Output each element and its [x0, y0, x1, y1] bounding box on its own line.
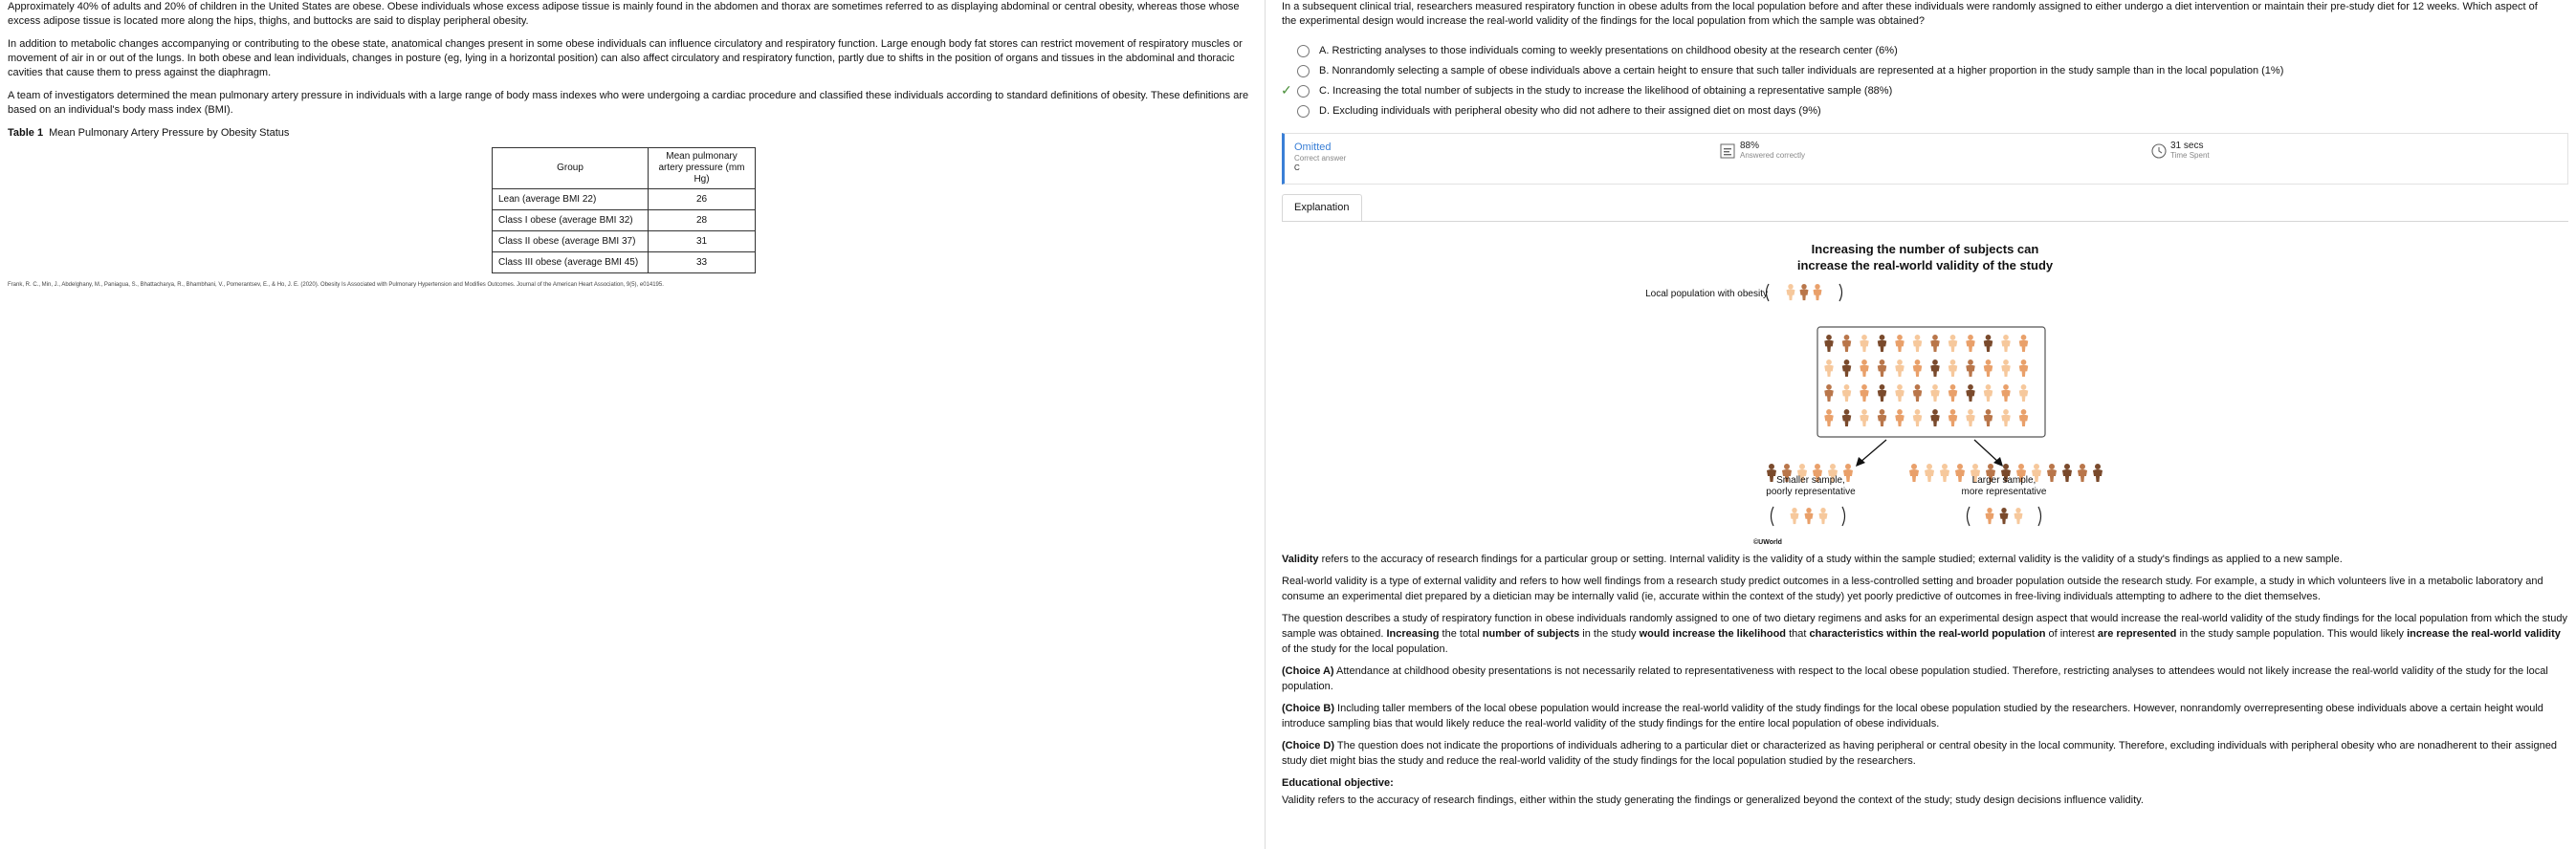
person-icon — [1805, 508, 1814, 524]
radio-button[interactable] — [1297, 65, 1310, 77]
population-diagram — [1282, 222, 2568, 552]
population-label: Local population with obesity — [1645, 289, 1768, 299]
correct-answer-value: C — [1294, 163, 1300, 172]
table-header-row — [493, 148, 756, 189]
radio-button[interactable] — [1297, 85, 1310, 98]
figure-title-line: Increasing the number of subjects can — [1811, 242, 2039, 256]
paragraph-text: Attendance at childhood obesity presentations is not necessarily related to representativeness with respect to the local obese population studied. Therefore, restricting analyses to attendees would not likely increase the real-world validity of the study for the local population. — [1282, 665, 2548, 692]
label-line: Smaller sample, — [1776, 475, 1845, 486]
bold-term: number of subjects — [1482, 628, 1580, 640]
table-cell: Class I obese (average BMI 32) — [493, 210, 649, 231]
question-text: In a subsequent clinical trial, researchers measured respiratory function in obese adults from the local population before and after these individuals were randomly assigned to either undergo a diet intervention or maintain their pre-study diet for 12 weeks. Which aspect of the experimental design would increase the real-world validity of the findings for the local population from which the sample was obtained? — [1282, 1, 2538, 27]
answer-options — [1281, 41, 2568, 121]
objective-heading: Educational objective: — [1282, 777, 1394, 789]
status-text: Omitted — [1294, 142, 1332, 153]
arrow-icon — [1974, 440, 1999, 463]
figure-title-line: increase the real-world validity of the study — [1796, 258, 2054, 272]
table-cell: 31 — [649, 231, 756, 252]
person-icon — [1925, 464, 1934, 482]
table-header-cell: Group — [493, 148, 649, 189]
paragraph-text: in the study — [1579, 628, 1640, 640]
status-block — [1294, 142, 1346, 173]
paragraph-text: of interest — [2045, 628, 2098, 640]
option-letter: C. — [1319, 85, 1330, 97]
choice-d-explanation — [1282, 738, 2568, 769]
clock-icon — [2151, 143, 2167, 159]
checkmark-icon: ✓ — [1281, 82, 1292, 98]
person-icon — [1791, 508, 1799, 524]
label-line: Larger sample, — [1971, 475, 2037, 486]
citation: Frank, R. C., Min, J., Abdelghany, M., Paniagua, S., Bhattacharya, R., Bhambhani, V., Pomerantsev, E., & Ho, J. E. (2020). Obesity Is Associated with Pulmonary Hypertension and Modifies Outcomes. Journal of the American Heart Association, 9(5), e014195. — [8, 282, 664, 288]
option-percent: (1%) — [2261, 65, 2284, 76]
tab-explanation[interactable]: Explanation — [1282, 194, 1362, 221]
option-text: Excluding individuals with peripheral obesity who did not adhere to their assigned diet on most days — [1332, 105, 1796, 117]
paragraph-text: the total — [1439, 628, 1483, 640]
bold-term: Increasing — [1386, 628, 1440, 640]
bracket-icon — [1968, 507, 1971, 526]
stem-paragraph: Approximately 40% of adults and 20% of children in the United States are obese. Obese individuals whose excess adipose tissue is mainly found in the abdomen and thorax are sometimes referred to as displaying abdominal or central obesity, whereas those whose excess adipose tissue is located more along the hips, thighs, and buttocks are said to display peripheral obesity. — [8, 1, 1240, 27]
person-icon — [1800, 284, 1809, 300]
paragraph-text: in the study sample population. This would likely — [2176, 628, 2408, 640]
bracket-icon — [1839, 284, 1842, 301]
label-line: more representative — [1961, 487, 2047, 497]
percent-label: Answered correctly — [1740, 151, 1806, 160]
answer-summary-bar — [1282, 133, 2568, 185]
arrow-icon — [1860, 440, 1886, 463]
stem-paragraph: In addition to metabolic changes accompanying or contributing to the obese state, anatomical changes present in some obese individuals can influence circulatory and respiratory function. Large enough body fat stores can restrict movement of respiratory muscles or movement of air in or out of the lungs. In both obese and lean individuals, changes in posture (eg, lying in a horizontal position) can also affect circulatory and respiratory function, partly due to shifts in the position of organs and tissues in the abdominal and thoracic cavities that cause them to press against the diaphragm. — [8, 38, 1243, 78]
time-block — [2170, 142, 2210, 161]
table-cell: 26 — [649, 189, 756, 210]
option-text: Increasing the total number of subjects in the study to increase the likelihood of obtaining a representative sample — [1332, 85, 1861, 97]
choice-label: (Choice B) — [1282, 703, 1334, 714]
table-row — [493, 210, 756, 231]
explanation-paragraph — [1282, 552, 2568, 567]
bold-term: increase the real-world validity — [2407, 628, 2561, 640]
table-cell: Lean (average BMI 22) — [493, 189, 649, 210]
percent-block — [1740, 142, 1805, 161]
option-letter: D. — [1319, 105, 1330, 117]
paragraph-text: Including taller members of the local obese population would increase the real-world validity of the study findings for the local obese population studied by the researchers. However, nonrandomly overrepresenting obese individuals above a certain height would introduce sampling bias that would likely reduce the real-world validity of the study findings for the entire local population of obese individuals. — [1282, 703, 2543, 729]
person-icon — [2078, 464, 2087, 482]
option-letter: B. — [1319, 65, 1330, 76]
table-row — [493, 252, 756, 273]
choice-label: (Choice D) — [1282, 740, 1334, 751]
time-spent: 31 secs — [2170, 141, 2204, 151]
question-stem-pane — [0, 0, 1263, 849]
bold-term: would increase the likelihood — [1639, 628, 1787, 640]
bar-chart-icon — [1720, 143, 1735, 159]
objective-text: Validity refers to the accuracy of research findings, either within the study generating the findings or generalized beyond the context of the study; study design decisions influence validity. — [1282, 795, 2144, 806]
stem-paragraph: A team of investigators determined the mean pulmonary artery pressure in individuals with a large range of body mass indexes who were undergoing a cardiac procedure and classified these individuals according to standard definitions of obesity. These definitions are based on an individual's body mass index (BMI). — [8, 90, 1249, 116]
option-percent: (6%) — [1875, 45, 1898, 56]
paragraph-text: that — [1786, 628, 1810, 640]
table-label: Table 1 — [8, 127, 44, 139]
option-text: Nonrandomly selecting a sample of obese individuals above a certain height to ensure that such taller individuals are represented at a higher proportion in the study sample than in the local population — [1332, 65, 2259, 76]
person-icon — [1940, 464, 1949, 482]
percent-correct: 88% — [1740, 141, 1760, 151]
table-cell: 33 — [649, 252, 756, 273]
bracket-icon — [2038, 507, 2041, 526]
paragraph-text: The question does not indicate the proportions of individuals adhering to a particular diet or characterized as having peripheral or central obesity in the local community. Therefore, excluding individuals with peripheral obesity who are nonadherent to their assigned study diet might bias the study and reduce the real-world validity of the study findings for the local population studied by the researchers. — [1282, 740, 2557, 767]
bracket-icon — [1772, 507, 1774, 526]
table-cell: 28 — [649, 210, 756, 231]
table-caption — [8, 126, 1255, 141]
answer-option-c[interactable] — [1281, 81, 2568, 101]
bold-term: characteristics within the real-world population — [1809, 628, 2046, 640]
person-icon — [1909, 464, 1919, 482]
small-sample-label — [1763, 475, 1859, 498]
large-sample-label — [1956, 475, 2052, 498]
option-letter: A. — [1319, 45, 1330, 56]
choice-a-explanation — [1282, 664, 2568, 694]
person-icon — [2000, 508, 2009, 524]
person-icon — [2093, 464, 2103, 482]
person-icon — [2062, 464, 2072, 482]
paragraph-text: of the study for the local population. — [1282, 643, 1448, 655]
table-row — [493, 189, 756, 210]
explanation-paragraph: Real-world validity is a type of external validity and refers to how well findings from a research study predict outcomes in a less-controlled setting and broader population outside the research study. For example, a study in which volunteers live in a metabolic laboratory and consume an experimental diet prepared by a dietician may be internally valid (ie, accurate within the context of the study) yet poorly predictive of outcomes in free-living individuals attempting to adhere to the diet themselves. — [1282, 576, 2543, 602]
table-cell: Class II obese (average BMI 37) — [493, 231, 649, 252]
choice-label: (Choice A) — [1282, 665, 1334, 677]
time-label: Time Spent — [2170, 151, 2210, 160]
radio-button[interactable] — [1297, 105, 1310, 118]
pane-divider[interactable] — [1265, 0, 1266, 849]
answer-option-d[interactable] — [1297, 101, 2568, 121]
person-icon — [1986, 508, 1994, 524]
person-icon — [1787, 284, 1795, 300]
option-text: Restricting analyses to those individuals coming to weekly presentations on childhood obesity at the research center — [1332, 45, 1873, 56]
obesity-pressure-table — [492, 147, 756, 273]
figure-credit: ©UWorld — [1753, 539, 1782, 546]
table-title: Mean Pulmonary Artery Pressure by Obesity Status — [49, 127, 290, 139]
label-line: poorly representative — [1766, 487, 1856, 497]
answer-option-b[interactable] — [1297, 61, 2568, 81]
explanation-paragraph — [1282, 611, 2568, 657]
bracket-icon — [1767, 284, 1770, 301]
table-row — [493, 231, 756, 252]
paragraph-text: refers to the accuracy of research findings for a particular group or setting. Internal validity is the validity of a study within the sample studied; external validity is the validity of a study's findings as applied to a new sample. — [1318, 554, 2343, 565]
bracket-icon — [1842, 507, 1845, 526]
person-icon — [1814, 284, 1822, 300]
person-icon — [2015, 508, 2023, 524]
answer-option-a[interactable] — [1297, 41, 2568, 61]
explanation-figure — [1282, 222, 2568, 552]
answer-pane — [1282, 0, 2568, 849]
choice-b-explanation — [1282, 701, 2568, 731]
radio-button[interactable] — [1297, 45, 1310, 57]
table-cell: Class III obese (average BMI 45) — [493, 252, 649, 273]
correct-answer-label: Correct answer — [1294, 154, 1347, 163]
option-percent: (9%) — [1798, 105, 1821, 117]
bold-term: Validity — [1282, 554, 1319, 565]
paragraph-text: The question describes a study of respiratory function in obese individuals randomly assigned to one of two dietary regimens and asks for an experimental design aspect that would increase the real-world validity of the study findings for the local population from which the study sample was obtained. — [1282, 613, 2567, 640]
explanation-text — [1282, 552, 2568, 808]
table-header-cell: Mean pulmonary artery pressure (mm Hg) — [649, 148, 756, 189]
person-icon — [1819, 508, 1828, 524]
bold-term: are represented — [2097, 628, 2177, 640]
option-percent: (88%) — [1863, 85, 1893, 97]
